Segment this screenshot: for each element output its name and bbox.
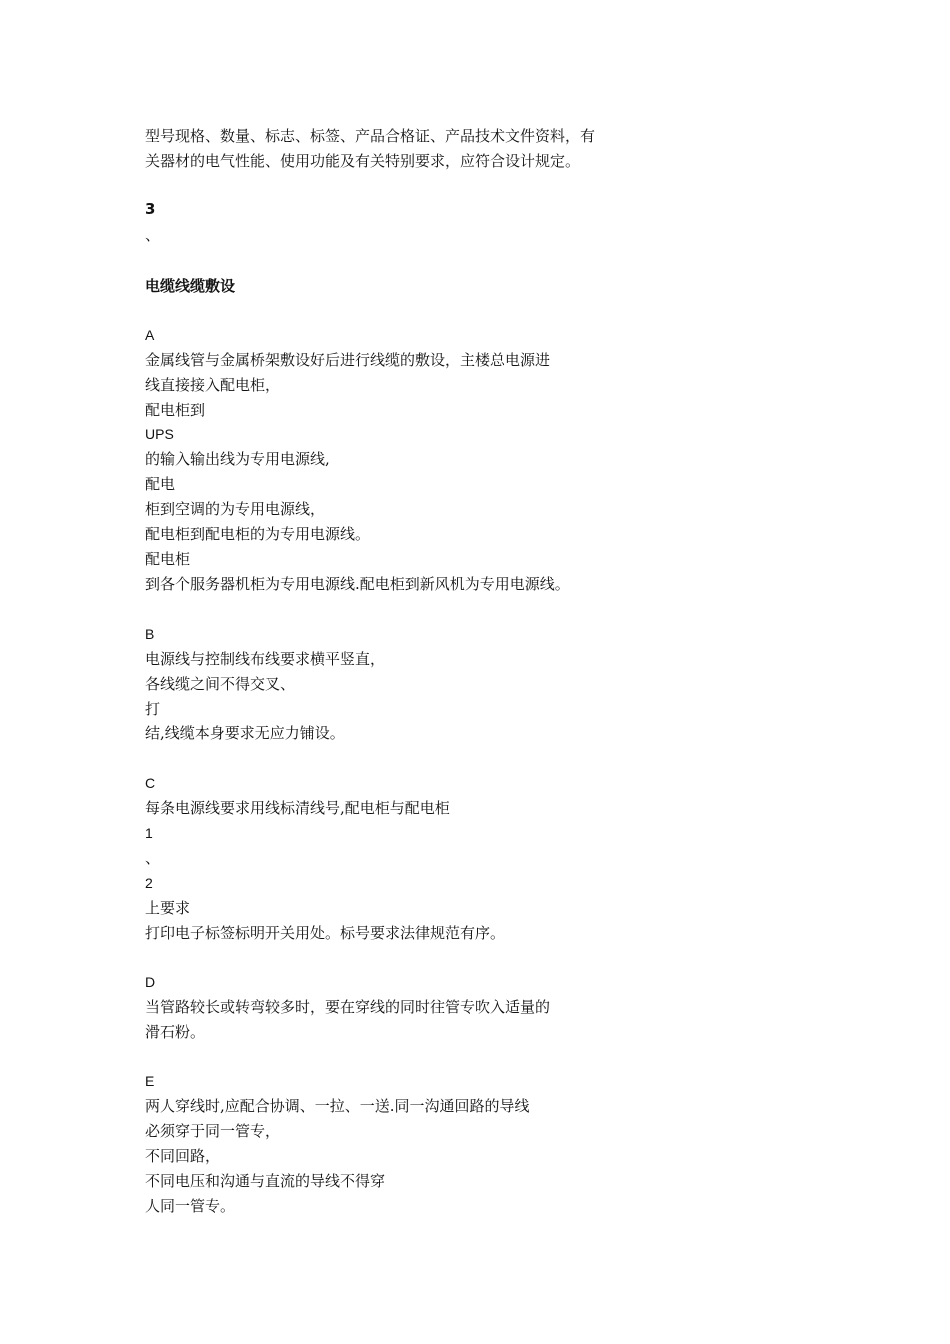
paragraph-line: 金属线管与金属桥架敷设好后进行线缆的敷设，主楼总电源进 <box>145 351 551 369</box>
section-number: 3 <box>145 200 156 218</box>
paragraph-line: 配电柜到配电柜的为专用电源线。 <box>145 525 371 543</box>
paragraph-line: 每条电源线要求用线标清线号,配电柜与配电柜 <box>145 799 450 817</box>
section-heading: 电缆线缆敷设 <box>145 277 236 295</box>
paragraph-line: 结,线缆本身要求无应力铺设。 <box>145 724 345 742</box>
paragraph-line: 配电柜 <box>145 550 191 568</box>
paragraph-line: 滑石粉。 <box>145 1023 206 1041</box>
paragraph-line: 不同回路， <box>145 1147 221 1165</box>
paragraph-line: 各线缆之间不得交叉、 <box>145 675 296 693</box>
paragraph-line: 打印电子标签标明开关用处。标号要求法律规范有序。 <box>145 924 506 942</box>
paragraph-line: 配电柜到 <box>145 401 206 419</box>
paragraph-line: 关器材的电气性能、使用功能及有关特别要求，应符合设计规定。 <box>145 152 581 170</box>
paragraph-line: 配电 <box>145 475 176 493</box>
paragraph-line: 1 <box>145 825 153 841</box>
paragraph-line: 必须穿于同一管专， <box>145 1122 281 1140</box>
paragraph-line: 到各个服务器机柜为专用电源线.配电柜到新风机为专用电源线。 <box>145 575 570 593</box>
paragraph-line: 当管路较长或转弯较多时，要在穿线的同时往管专吹入适量的 <box>145 998 551 1016</box>
paragraph-line: 线直接接入配电柜， <box>145 376 281 394</box>
item-label-a: A <box>145 327 155 343</box>
paragraph-line: 2 <box>145 875 153 891</box>
section-separator: 、 <box>145 226 161 244</box>
paragraph-line: 不同电压和沟通与直流的导线不得穿 <box>145 1172 386 1190</box>
item-label-e: E <box>145 1073 155 1089</box>
paragraph-line: UPS <box>145 426 174 442</box>
paragraph-line: 的输入输出线为专用电源线, <box>145 450 330 468</box>
paragraph-line: 人同一管专。 <box>145 1197 236 1215</box>
paragraph-line: 上要求 <box>145 899 191 917</box>
item-label-b: B <box>145 626 155 642</box>
paragraph-line: 柜到空调的为专用电源线， <box>145 500 326 518</box>
paragraph-line: 电源线与控制线布线要求横平竖直， <box>145 650 386 668</box>
item-label-c: C <box>145 775 156 791</box>
paragraph-line: 、 <box>145 849 161 867</box>
item-label-d: D <box>145 974 156 990</box>
paragraph-line: 两人穿线时,应配合协调、一拉、一送.同一沟通回路的导线 <box>145 1097 530 1115</box>
paragraph-line: 型号现格、数量、标志、标签、产品合格证、产品技术文件资料，有 <box>145 127 596 145</box>
paragraph-line: 打 <box>145 700 161 718</box>
